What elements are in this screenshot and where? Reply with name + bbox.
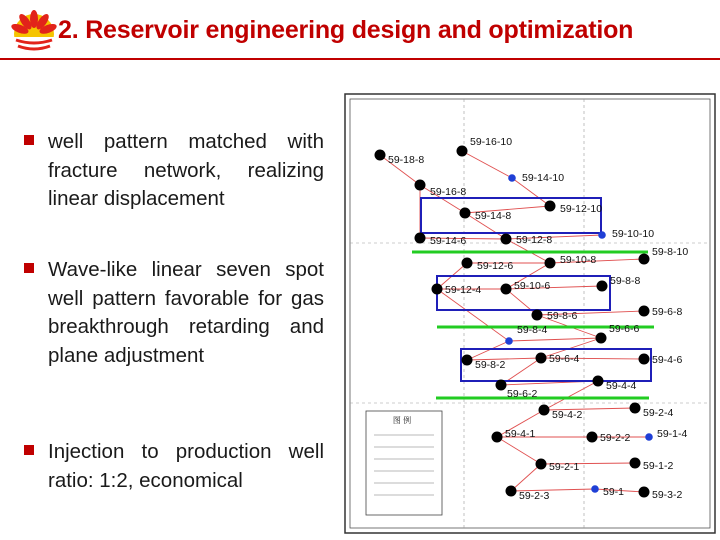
producer-well-icon [587,432,598,443]
well-marker [536,353,580,366]
bullet-text: Wave-like linear seven spot well pattern favorable for gas breakthrough retarding and plane adjustment [48,258,324,367]
injector-well-icon [598,231,606,239]
well-label: 59-16-8 [430,186,467,198]
producer-well-icon [415,180,426,191]
slide-title: 2. Reservoir engineering design and optimization [58,16,634,44]
well-label: 59-12-4 [445,284,482,296]
title-divider [0,58,720,60]
producer-well-icon [460,208,471,219]
producer-well-icon [596,333,607,344]
well-label: 59-6-6 [609,323,640,335]
well-marker [639,354,683,367]
producer-well-icon [630,458,641,469]
bullet-text: well pattern matched with fracture network, realizing linear displacement [48,130,324,210]
well-label: 59-4-1 [505,428,536,440]
well-label: 59-8-4 [517,324,548,336]
well-label: 59-4-4 [606,380,637,392]
well-label: 59-14-10 [522,172,565,184]
injector-well-icon [505,337,513,345]
producer-well-icon [545,201,556,212]
well-label: 59-12-10 [560,203,603,215]
well-label: 59-12-8 [516,234,553,246]
producer-well-icon [539,405,550,416]
well-label: 59-10-6 [514,280,551,292]
injector-well-icon [645,433,653,441]
producer-well-icon [639,487,650,498]
injector-well-icon [508,174,516,182]
producer-well-icon [462,258,473,269]
well-label: 59-1-4 [657,428,688,440]
producer-well-icon [375,150,386,161]
company-logo [6,6,62,62]
producer-well-icon [462,355,473,366]
producer-well-icon [536,353,547,364]
producer-well-icon [501,284,512,295]
well-label: 59-4-2 [552,409,583,421]
well-label: 59-6-8 [652,306,683,318]
injector-well-icon [591,485,599,493]
well-label: 59-10-8 [560,254,597,266]
well-label: 59-8-10 [652,246,689,258]
well-label: 59-3-2 [652,489,683,501]
well-marker [639,306,683,319]
well-label: 59-16-10 [470,136,513,148]
producer-well-icon [639,306,650,317]
producer-well-icon [415,233,426,244]
legend-title: 图 例 [392,416,412,425]
well-label: 59-6-2 [507,388,538,400]
producer-well-icon [492,432,503,443]
well-label: 59-12-6 [477,260,514,272]
producer-well-icon [532,310,543,321]
producer-well-icon [593,376,604,387]
well-label: 59-8-8 [610,275,641,287]
well-label: 59-18-8 [388,154,425,166]
well-label: 59-2-3 [519,490,550,502]
well-label: 59-2-4 [643,407,674,419]
bullet-marker-icon [24,135,34,145]
producer-well-icon [536,459,547,470]
well-label: 59-14-6 [430,235,467,247]
producer-well-icon [545,258,556,269]
map-legend [366,411,442,515]
well-marker [432,284,482,297]
bullet-marker-icon [24,263,34,273]
producer-well-icon [597,281,608,292]
producer-well-icon [457,146,468,157]
well-label: 59-2-2 [600,432,631,444]
producer-well-icon [432,284,443,295]
well-label: 59-8-6 [547,310,578,322]
producer-well-icon [639,254,650,265]
producer-well-icon [506,486,517,497]
well-label: 59-8-2 [475,359,506,371]
well-label: 59-4-6 [652,354,683,366]
well-label: 59-2-1 [549,461,580,473]
well-label: 59-1 [603,486,625,498]
well-label: 59-6-4 [549,353,580,365]
well-marker [587,432,631,445]
well-pattern-map [344,93,716,534]
producer-well-icon [496,380,507,391]
bullet-marker-icon [24,445,34,455]
bullet-text: Injection to production well ratio: 1:2, economical [48,440,324,492]
producer-well-icon [639,354,650,365]
well-label: 59-10-10 [612,228,655,240]
producer-well-icon [501,234,512,245]
well-label: 59-1-2 [643,460,674,472]
well-marker [532,310,578,323]
well-label: 59-14-8 [475,210,512,222]
producer-well-icon [630,403,641,414]
